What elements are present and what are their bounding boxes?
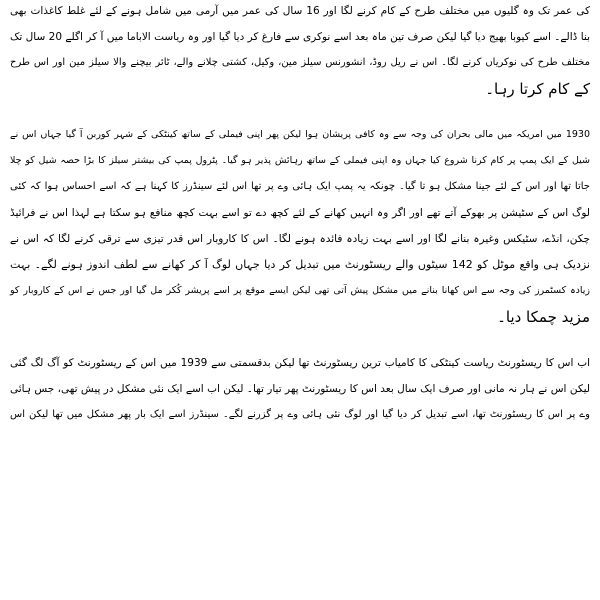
text-line: لوگ اس کے سٹیشن پر بھوکے آتے تھے اور اگر وہ انہیں کھانے کے لئے کچھ دے تو اسے بہت کچھ منافع ہو سکتا ہے لہذا اس نے فرائیڈ xyxy=(10,207,590,219)
paragraph-1 xyxy=(10,0,590,102)
text-line: نزدیک ہی واقع موٹل کو 142 سیٹوں والے ریسٹورنٹ میں تبدیل کر دیا جہاں لوگ آ کر کھانے سے لطف اندوز ہونے لگے۔ بہت xyxy=(10,258,590,271)
text-line: 1930 میں امریکہ میں مالی بحران کی وجہ سے وہ کافی پریشان ہوا لیکن پھر اپنی فیملی کے ساتھ کینٹکی کے شہر کوربن آ گیا جہاں اس نے xyxy=(10,129,590,140)
text-line: کے کام کرتا رہا۔ xyxy=(485,80,590,98)
paragraph-3 xyxy=(10,350,590,428)
text-line: مزید چمکا دیا۔ xyxy=(497,308,590,326)
text-line: وے پر اس کا ریسٹورنٹ تھا، اسے تبدیل کر دیا گیا اور لوگ نئی ہائی وے پر گزرنے لگے۔ سینڈرز اسے ایک بار پھر مشکل میں تھا لیکن اس xyxy=(10,409,590,420)
text-line: بنا ڈالے۔ اسے کیوبا بھیج دیا گیا لیکن صرف تین ماہ بعد اسے نوکری سے فارغ کر دیا گیا اور وہ ریاست الاباما میں آ کر اگلے 20 سال تک xyxy=(10,31,590,43)
paragraph-2 xyxy=(10,122,590,330)
text-line: اب اس کا ریسٹورنٹ ریاست کینٹکی کا کامیاب ترین ریسٹورنٹ تھا لیکن بدقسمتی سے 1939 میں اس کے ریسٹورنٹ کو آگ لگ گئی xyxy=(10,357,590,369)
text-line: لیکن اس نے ہار نہ مانی اور صرف ایک سال بعد اس کا ریسٹورنٹ پھر تیار تھا۔ لیکن اب اسے ایک نئی مشکل در پیش تھی، جس ہائی xyxy=(10,383,590,395)
text-line: چکن، انڈے، سٹیکس وغیرہ بنانے لگا اور اسے بہت زیادہ فائدہ ہونے لگا۔ اس کا کاروبار اس قدر تیزی سے ترقی کرنے لگا کہ اس نے xyxy=(10,233,590,245)
text-line: کی عمر تک وہ گلیوں میں مختلف طرح کے کام کرنے لگا اور 16 سال کی عمر میں آرمی میں شامل ہونے کے لئے غلط کاغذات بھی xyxy=(10,5,590,17)
text-line: زیادہ کسٹمرز کی وجہ سے اس کھانا بنانے میں مشکل پیش آتی تھی لیکن ایسے موقع پر اسے پریشر کُکر مل گیا اور جس نے اس کے کاروبار کو xyxy=(10,285,590,296)
text-line: جاتا تھا اور اس کے لئے جینا مشکل ہو تا گیا۔ چونکہ یہ پمپ ایک ہائی وے پر تھا اس لئے سینڈرز کا کہنا ہے کہ اسے احساس ہوا کہ کئی xyxy=(10,181,590,192)
text-line: مختلف طرح کی نوکریاں کرنے لگا۔ اس نے ریل روڈ، انشورنس سیلز مین، وکیل، کشتی چلانے والے، ٹائر بیچنے والا سیلز مین اور اس طرح xyxy=(10,57,590,68)
text-line: شیل کے ایک پمپ پر کام کرنا شروع کیا جہاں وہ اپنی فیملی کے ساتھ رہائش پذیر ہو گیا۔ پٹرول پمپ کی بیشتر سیلز کا بڑا حصہ شیل کو چلا xyxy=(10,155,590,166)
